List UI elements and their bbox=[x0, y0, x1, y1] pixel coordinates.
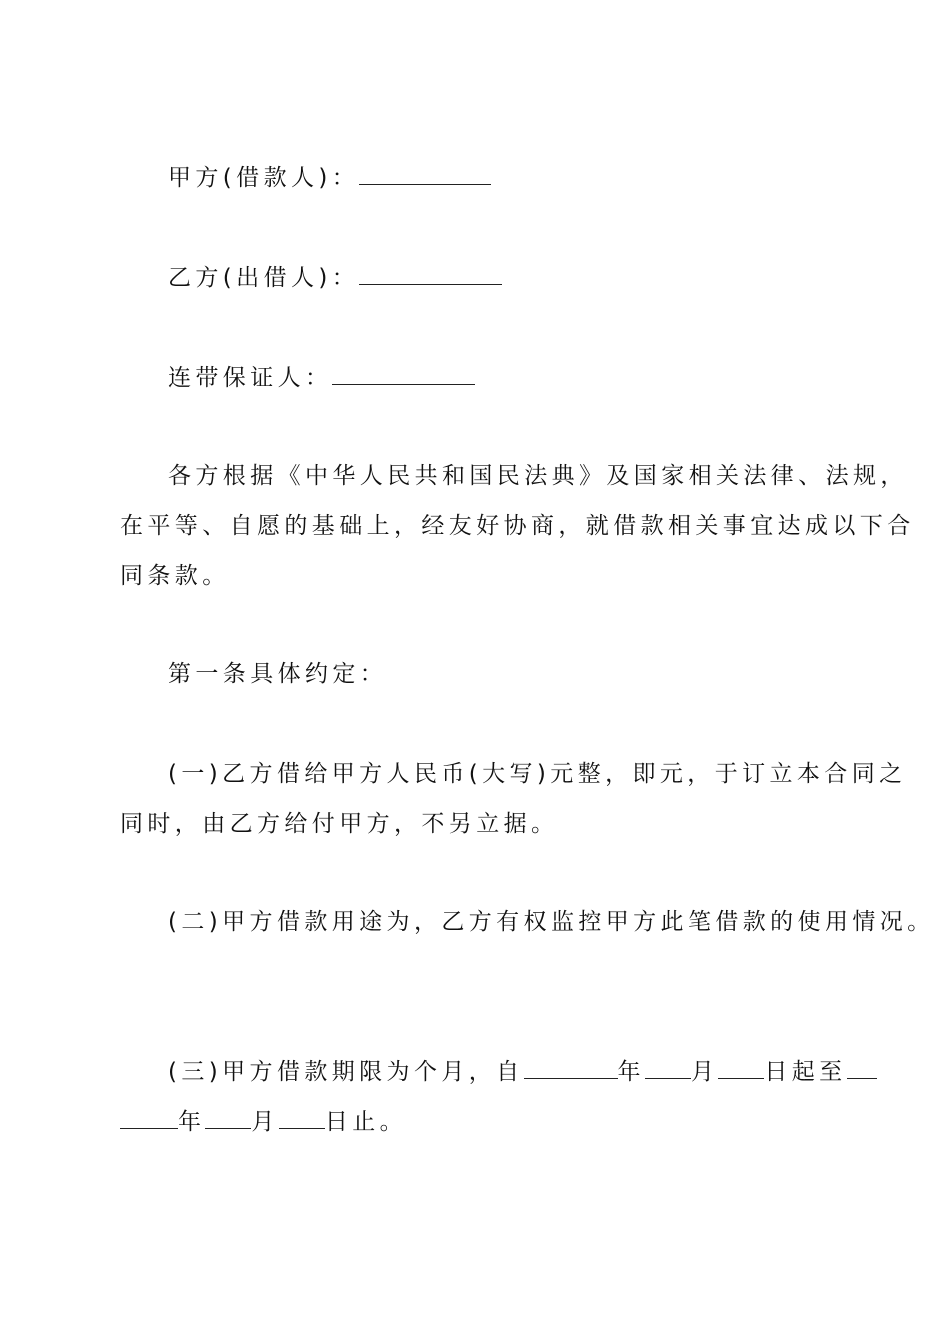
intro-line-1: 各方根据《中华人民共和国民法典》及国家相关法律、法规， bbox=[168, 463, 908, 489]
party-a-label: 甲方(借款人)： bbox=[168, 165, 360, 191]
start-day-blank bbox=[718, 1058, 764, 1079]
article-1-title: 第一条具体约定： bbox=[168, 661, 388, 687]
guarantor-label: 连带保证人： bbox=[168, 365, 333, 391]
item-3-prefix: (三)甲方借款期限为个月，自 bbox=[168, 1059, 524, 1085]
guarantor-blank bbox=[332, 364, 475, 385]
end-day-blank bbox=[279, 1108, 325, 1129]
item-3-month2-label: 月 bbox=[251, 1109, 279, 1135]
intro-line-2: 在平等、自愿的基础上，经友好协商，就借款相关事宜达成以下合 bbox=[120, 513, 915, 539]
intro-line-3: 同条款。 bbox=[120, 563, 230, 589]
end-year-blank-part-2 bbox=[120, 1108, 178, 1129]
guarantor-line bbox=[168, 364, 475, 392]
item-3-year2-label: 年 bbox=[178, 1109, 206, 1135]
item-1-line-1: (一)乙方借给甲方人民币(大写)元整，即元，于订立本合同之 bbox=[168, 761, 907, 787]
item-3-end-label: 日止。 bbox=[324, 1109, 408, 1135]
item-3-year-label: 年 bbox=[617, 1059, 645, 1085]
party-b-blank bbox=[359, 264, 502, 285]
item-3-from-label: 日起至 bbox=[764, 1059, 847, 1085]
party-a-blank bbox=[359, 164, 491, 185]
end-year-blank-part-1 bbox=[847, 1058, 877, 1079]
party-b-line bbox=[168, 264, 502, 292]
end-month-blank bbox=[205, 1108, 251, 1129]
item-3-line-2 bbox=[120, 1108, 407, 1136]
item-3-line-1 bbox=[168, 1058, 877, 1086]
start-month-blank bbox=[645, 1058, 691, 1079]
party-b-label: 乙方(出借人)： bbox=[168, 265, 360, 291]
item-2-line-1: (二)甲方借款用途为，乙方有权监控甲方此笔借款的使用情况。 bbox=[168, 909, 935, 935]
item-3-month-label: 月 bbox=[690, 1059, 719, 1085]
start-year-blank bbox=[524, 1058, 618, 1079]
item-1-line-2: 同时，由乙方给付甲方，不另立据。 bbox=[120, 811, 559, 837]
party-a-line bbox=[168, 164, 491, 192]
